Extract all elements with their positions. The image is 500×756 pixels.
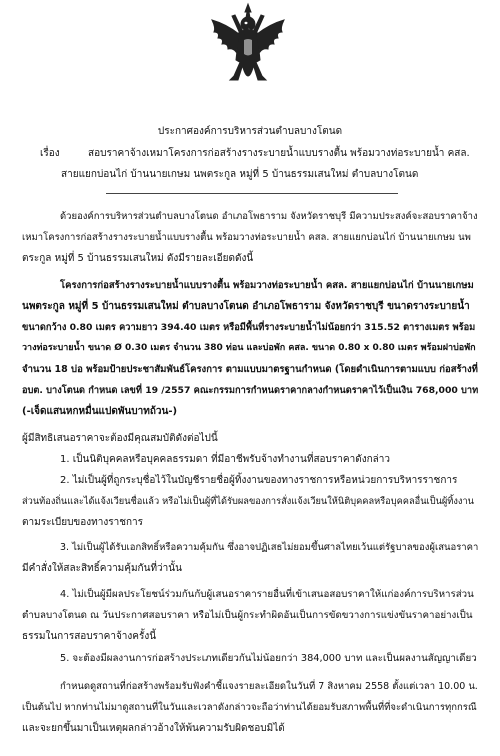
- closing-line-2: เป็นต้นไป หากท่านไม่มาดูสถานที่ในวันและเวลาดังกล่าวจะถือว่าท่านได้ยอมรับสภาพพื้นที่ที่จะดำเนินการทุกกรณี: [22, 702, 477, 713]
- project-line-5: จำนวน 18 บ่อ พร้อมป้ายประชาสัมพันธ์โครงการ ตามแบบมาตรฐานกำหนด (โดยดำเนินการตามแบบ ก่อสร้างที่: [22, 364, 478, 375]
- qualification-5: 5. จะต้องมีผลงานการก่อสร้างประเภทเดียวกันไม่น้อยกว่า 384,000 บาท และเป็นผลงานสัญญาเดียว: [60, 653, 477, 664]
- intro-line-3: ตระกูล หมู่ที่ 5 บ้านธรรมเสนใหม่ ดังมีรายละเอียดดังนี้: [22, 253, 254, 264]
- announcement-title: ประกาศองค์การบริหารส่วนตำบลบางโตนด: [157, 126, 343, 137]
- subject-label: เรื่อง: [40, 148, 60, 159]
- subject-line-1: สอบราคาจ้างเหมาโครงการก่อสร้างรางระบายน้ำแบบรางตื้น พร้อมวางท่อระบายน้ำ คสล.: [88, 148, 470, 159]
- qualification-4-line-2: ตำบลบางโตนด ณ วันประกาศสอบราคา หรือไม่เป็นผู้กระทำผิดอันเป็นการขัดขวางการแข่งขันราคาอย่างเป็น: [22, 610, 473, 621]
- qualification-4-line-1: 4. ไม่เป็นผู้มีผลประโยชน์ร่วมกันกับผู้เสนอราคารายอื่นที่เข้าเสนอสอบราคาให้แก่องค์การบริหารส่วน: [60, 589, 474, 600]
- project-line-3: ขนาดกว้าง 0.80 เมตร ความยาว 394.40 เมตร หรือมีพื้นที่รางระบายน้ำไม่น้อยกว่า 315.52 ตารางเมตร พร้อม: [22, 322, 476, 333]
- qualification-2-line-3: ตามระเบียบของทางราชการ: [22, 517, 144, 528]
- project-line-2: นพตระกูล หมู่ที่ 5 บ้านธรรมเสนใหม่ ตำบลบางโตนด อำเภอโพธาราม จังหวัดราชบุรี ขนาดรางระบายน้ำ: [22, 301, 470, 312]
- closing-line-1: กำหนดดูสถานที่ก่อสร้างพร้อมรับฟังคำชี้แจงรายละเอียดในวันที่ 7 สิงหาคม 2558 ตั้งแต่เวลา 10.00 น.: [60, 681, 478, 692]
- garuda-emblem-icon: [208, 2, 288, 90]
- qualification-2-line-2: ส่วนท้องถิ่นและได้แจ้งเวียนชื่อแล้ว หรือไม่เป็นผู้ที่ได้รับผลของการสั่งแจ้งเวียนให้นิติบุคคลหรือบุคคลอื่นเป็นผู้ทิ้งงาน: [22, 496, 474, 507]
- qualifications-heading: ผู้มีสิทธิเสนอราคาจะต้องมีคุณสมบัติดังต่อไปนี้: [22, 433, 218, 444]
- qualification-3-line-1: 3. ไม่เป็นผู้ได้รับเอกสิทธิ์หรือความคุ้มกัน ซึ่งอาจปฏิเสธไม่ยอมขึ้นศาลไทยเว้นแต่รัฐบาลของผู้เสนอราคา: [60, 542, 479, 553]
- project-line-4: วางท่อระบายน้ำ ขนาด Ø 0.30 เมตร จำนวน 380 ท่อน และบ่อพัก คสล. ขนาด 0.80 x 0.80 เมตร พร้อมฝาบ่อพัก: [22, 343, 476, 353]
- intro-line-1: ด้วยองค์การบริหารส่วนตำบลบางโตนด อำเภอโพธาราม จังหวัดราชบุรี มีความประสงค์จะสอบราคาจ้าง: [60, 211, 478, 222]
- project-line-7: (-เจ็ดแสนหกหมื่นแปดพันบาทถ้วน-): [22, 406, 178, 417]
- qualification-3-line-2: มีคำสั่งให้สละสิทธิ์ความคุ้มกันที่ว่านั้น: [22, 563, 182, 574]
- subject-line-2: สายแยกบ่อนไก่ บ้านนายเกษม นพตระกูล หมู่ที่ 5 บ้านธรรมเสนใหม่ ตำบลบางโตนด: [61, 169, 419, 180]
- qualification-4-line-3: ธรรมในการสอบราคาจ้างครั้งนี้: [22, 631, 157, 642]
- project-line-1: โครงการก่อสร้างรางระบายน้ำแบบรางตื้น พร้อมวางท่อระบายน้ำ คสล. สายแยกบ่อนไก่ บ้านนายเกษม: [60, 280, 474, 291]
- qualification-1: 1. เป็นนิติบุคคลหรือบุคคลธรรมดา ที่มีอาชีพรับจ้างทำงานที่สอบราคาดังกล่าว: [60, 454, 390, 465]
- project-line-6: อบต. บางโตนด กำหนด เลขที่ 19 /2557 คณะกรรมการกำหนดราคากลางกำหนดราคาไว้เป็นเงิน 768,000 บาท: [22, 385, 479, 396]
- qualification-2-line-1: 2. ไม่เป็นผู้ที่ถูกระบุชื่อไว้ในบัญชีรายชื่อผู้ทิ้งงานของทางราชการหรือหน่วยการบริหารราชการ: [60, 475, 458, 486]
- closing-line-3: และจะยกขึ้นมาเป็นเหตุผลกล่าวอ้างให้พ้นความรับผิดชอบมิได้: [22, 723, 285, 734]
- title-divider: [106, 193, 398, 194]
- intro-line-2: เหมาโครงการก่อสร้างรางระบายน้ำแบบรางตื้น พร้อมวางท่อระบายน้ำ คสล. สายแยกบ่อนไก่ บ้านนายเกษม นพ: [22, 232, 471, 243]
